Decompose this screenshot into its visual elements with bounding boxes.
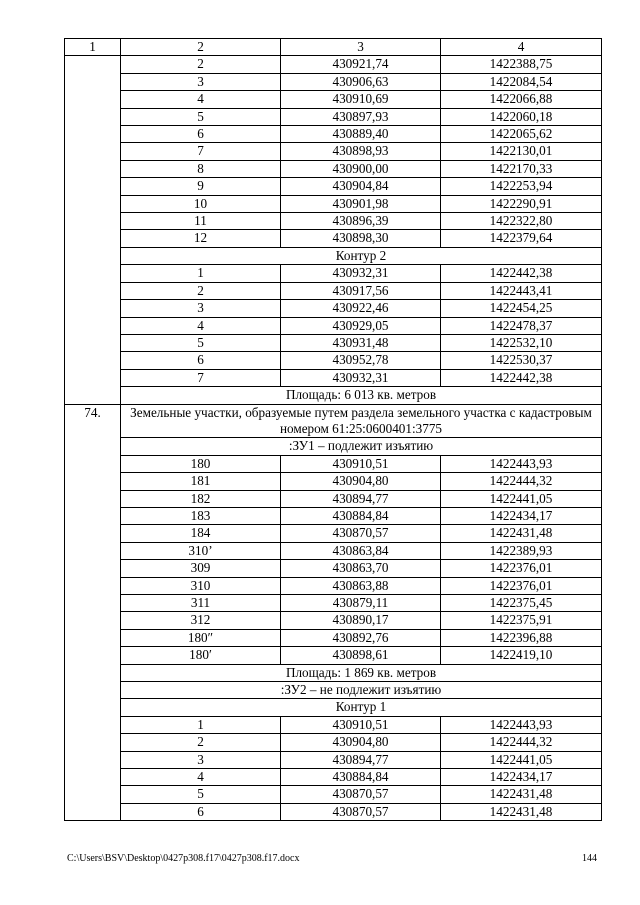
y-coordinate-cell: 1422084,54 — [441, 73, 602, 90]
footer-file-path: C:\Users\BSV\Desktop\0427p308.f17\0427p308.f17.docx — [67, 853, 300, 864]
table-row — [65, 230, 602, 247]
point-number-cell: 5 — [121, 334, 281, 351]
y-coordinate-cell: 1422444,32 — [441, 473, 602, 490]
point-number-cell: 1 — [121, 716, 281, 733]
table-row — [65, 734, 602, 751]
table-row — [65, 178, 602, 195]
header-cell-2: 2 — [121, 39, 281, 56]
table-row — [65, 490, 602, 507]
point-number-cell: 7 — [121, 143, 281, 160]
y-coordinate-cell: 1422441,05 — [441, 751, 602, 768]
y-coordinate-cell: 1422130,01 — [441, 143, 602, 160]
point-number-cell: 6 — [121, 352, 281, 369]
x-coordinate-cell: 430901,98 — [281, 195, 441, 212]
table-row — [65, 143, 602, 160]
x-coordinate-cell: 430906,63 — [281, 73, 441, 90]
x-coordinate-cell: 430904,80 — [281, 734, 441, 751]
x-coordinate-cell: 430863,88 — [281, 577, 441, 594]
y-coordinate-cell: 1422375,91 — [441, 612, 602, 629]
header-cell-3: 3 — [281, 39, 441, 56]
table-row — [65, 786, 602, 803]
point-number-cell: 182 — [121, 490, 281, 507]
table-row — [65, 595, 602, 612]
point-number-cell: 311 — [121, 595, 281, 612]
x-coordinate-cell: 430952,78 — [281, 352, 441, 369]
x-coordinate-cell: 430896,39 — [281, 213, 441, 230]
table-row — [65, 612, 602, 629]
point-number-cell: 310’ — [121, 542, 281, 559]
area-summary: Площадь: 1 869 кв. метров — [121, 664, 602, 681]
y-coordinate-cell: 1422454,25 — [441, 300, 602, 317]
point-number-cell: 181 — [121, 473, 281, 490]
y-coordinate-cell: 1422443,41 — [441, 282, 602, 299]
coordinates-table — [64, 38, 602, 821]
contour-title: Контур 1 — [121, 699, 602, 716]
x-coordinate-cell: 430879,11 — [281, 595, 441, 612]
point-number-cell: 4 — [121, 317, 281, 334]
y-coordinate-cell: 1422532,10 — [441, 334, 602, 351]
x-coordinate-cell: 430894,77 — [281, 751, 441, 768]
table-row — [65, 369, 602, 386]
table-row — [65, 195, 602, 212]
table-row — [65, 751, 602, 768]
point-number-cell: 3 — [121, 300, 281, 317]
y-coordinate-cell: 1422389,93 — [441, 542, 602, 559]
y-coordinate-cell: 1422431,48 — [441, 525, 602, 542]
table-row — [65, 334, 602, 351]
x-coordinate-cell: 430910,69 — [281, 91, 441, 108]
x-coordinate-cell: 430863,84 — [281, 542, 441, 559]
point-number-cell: 184 — [121, 525, 281, 542]
point-number-cell: 312 — [121, 612, 281, 629]
point-number-cell: 2 — [121, 282, 281, 299]
point-number-cell: 2 — [121, 734, 281, 751]
y-coordinate-cell: 1422379,64 — [441, 230, 602, 247]
contour-title: Контур 2 — [121, 247, 602, 264]
point-number-cell: 3 — [121, 73, 281, 90]
x-coordinate-cell: 430931,48 — [281, 334, 441, 351]
table-row — [65, 56, 602, 73]
x-coordinate-cell: 430917,56 — [281, 282, 441, 299]
point-number-cell: 1 — [121, 265, 281, 282]
table-header-row — [65, 39, 602, 56]
land-plot-title: :ЗУ2 – не подлежит изъятию — [121, 682, 602, 699]
y-coordinate-cell: 1422060,18 — [441, 108, 602, 125]
y-coordinate-cell: 1422396,88 — [441, 629, 602, 646]
point-number-cell: 12 — [121, 230, 281, 247]
table-row — [65, 91, 602, 108]
x-coordinate-cell: 430898,93 — [281, 143, 441, 160]
y-coordinate-cell: 1422376,01 — [441, 560, 602, 577]
y-coordinate-cell: 1422066,88 — [441, 91, 602, 108]
point-number-cell: 6 — [121, 126, 281, 143]
item-title: Земельные участки, образуемые путем раздела земельного участка с кадастровым номером 61:25:0600401:3775 — [121, 404, 602, 438]
x-coordinate-cell: 430900,00 — [281, 160, 441, 177]
x-coordinate-cell: 430870,57 — [281, 803, 441, 820]
land-plot-title: :ЗУ1 – подлежит изъятию — [121, 438, 602, 455]
x-coordinate-cell: 430890,17 — [281, 612, 441, 629]
y-coordinate-cell: 1422375,45 — [441, 595, 602, 612]
table-row — [65, 160, 602, 177]
table-row — [65, 716, 602, 733]
x-coordinate-cell: 430889,40 — [281, 126, 441, 143]
y-coordinate-cell: 1422170,33 — [441, 160, 602, 177]
item-number-cell-empty — [65, 56, 121, 404]
y-coordinate-cell: 1422419,10 — [441, 647, 602, 664]
table-row — [65, 525, 602, 542]
table-row — [65, 542, 602, 559]
point-number-cell: 6 — [121, 803, 281, 820]
table-row — [65, 560, 602, 577]
y-coordinate-cell: 1422434,17 — [441, 507, 602, 524]
table-row — [65, 404, 602, 438]
point-number-cell: 8 — [121, 160, 281, 177]
point-number-cell: 3 — [121, 751, 281, 768]
x-coordinate-cell: 430884,84 — [281, 769, 441, 786]
y-coordinate-cell: 1422442,38 — [441, 369, 602, 386]
y-coordinate-cell: 1422322,80 — [441, 213, 602, 230]
item-number-cell: 74. — [65, 404, 121, 821]
coordinates-table-body — [65, 39, 602, 821]
header-cell-4: 4 — [441, 39, 602, 56]
y-coordinate-cell: 1422478,37 — [441, 317, 602, 334]
table-row — [65, 682, 602, 699]
x-coordinate-cell: 430870,57 — [281, 786, 441, 803]
y-coordinate-cell: 1422441,05 — [441, 490, 602, 507]
y-coordinate-cell: 1422388,75 — [441, 56, 602, 73]
table-row — [65, 803, 602, 820]
y-coordinate-cell: 1422253,94 — [441, 178, 602, 195]
y-coordinate-cell: 1422290,91 — [441, 195, 602, 212]
point-number-cell: 5 — [121, 786, 281, 803]
table-row — [65, 387, 602, 404]
table-row — [65, 247, 602, 264]
point-number-cell: 5 — [121, 108, 281, 125]
table-row — [65, 108, 602, 125]
x-coordinate-cell: 430932,31 — [281, 369, 441, 386]
y-coordinate-cell: 1422431,48 — [441, 803, 602, 820]
x-coordinate-cell: 430884,84 — [281, 507, 441, 524]
y-coordinate-cell: 1422431,48 — [441, 786, 602, 803]
x-coordinate-cell: 430922,46 — [281, 300, 441, 317]
point-number-cell: 9 — [121, 178, 281, 195]
table-row — [65, 73, 602, 90]
y-coordinate-cell: 1422376,01 — [441, 577, 602, 594]
x-coordinate-cell: 430910,51 — [281, 455, 441, 472]
x-coordinate-cell: 430898,61 — [281, 647, 441, 664]
table-row — [65, 455, 602, 472]
x-coordinate-cell: 430863,70 — [281, 560, 441, 577]
table-row — [65, 577, 602, 594]
x-coordinate-cell: 430892,76 — [281, 629, 441, 646]
table-row — [65, 282, 602, 299]
point-number-cell: 2 — [121, 56, 281, 73]
table-row — [65, 473, 602, 490]
table-row — [65, 438, 602, 455]
y-coordinate-cell: 1422443,93 — [441, 455, 602, 472]
x-coordinate-cell: 430870,57 — [281, 525, 441, 542]
point-number-cell: 180 — [121, 455, 281, 472]
y-coordinate-cell: 1422434,17 — [441, 769, 602, 786]
point-number-cell: 180′ — [121, 647, 281, 664]
point-number-cell: 180″ — [121, 629, 281, 646]
table-row — [65, 507, 602, 524]
page-number: 144 — [582, 853, 597, 864]
point-number-cell: 4 — [121, 769, 281, 786]
table-row — [65, 769, 602, 786]
point-number-cell: 4 — [121, 91, 281, 108]
table-row — [65, 352, 602, 369]
area-summary: Площадь: 6 013 кв. метров — [121, 387, 602, 404]
point-number-cell: 11 — [121, 213, 281, 230]
x-coordinate-cell: 430904,80 — [281, 473, 441, 490]
y-coordinate-cell: 1422442,38 — [441, 265, 602, 282]
y-coordinate-cell: 1422065,62 — [441, 126, 602, 143]
table-row — [65, 647, 602, 664]
y-coordinate-cell: 1422444,32 — [441, 734, 602, 751]
header-cell-1: 1 — [65, 39, 121, 56]
x-coordinate-cell: 430904,84 — [281, 178, 441, 195]
point-number-cell: 183 — [121, 507, 281, 524]
point-number-cell: 309 — [121, 560, 281, 577]
point-number-cell: 310 — [121, 577, 281, 594]
table-row — [65, 699, 602, 716]
point-number-cell: 10 — [121, 195, 281, 212]
table-row — [65, 300, 602, 317]
x-coordinate-cell: 430921,74 — [281, 56, 441, 73]
point-number-cell: 7 — [121, 369, 281, 386]
x-coordinate-cell: 430929,05 — [281, 317, 441, 334]
table-row — [65, 317, 602, 334]
x-coordinate-cell: 430897,93 — [281, 108, 441, 125]
x-coordinate-cell: 430898,30 — [281, 230, 441, 247]
x-coordinate-cell: 430894,77 — [281, 490, 441, 507]
x-coordinate-cell: 430910,51 — [281, 716, 441, 733]
table-row — [65, 265, 602, 282]
x-coordinate-cell: 430932,31 — [281, 265, 441, 282]
table-row — [65, 126, 602, 143]
table-row — [65, 213, 602, 230]
table-row — [65, 629, 602, 646]
y-coordinate-cell: 1422443,93 — [441, 716, 602, 733]
y-coordinate-cell: 1422530,37 — [441, 352, 602, 369]
table-row — [65, 664, 602, 681]
